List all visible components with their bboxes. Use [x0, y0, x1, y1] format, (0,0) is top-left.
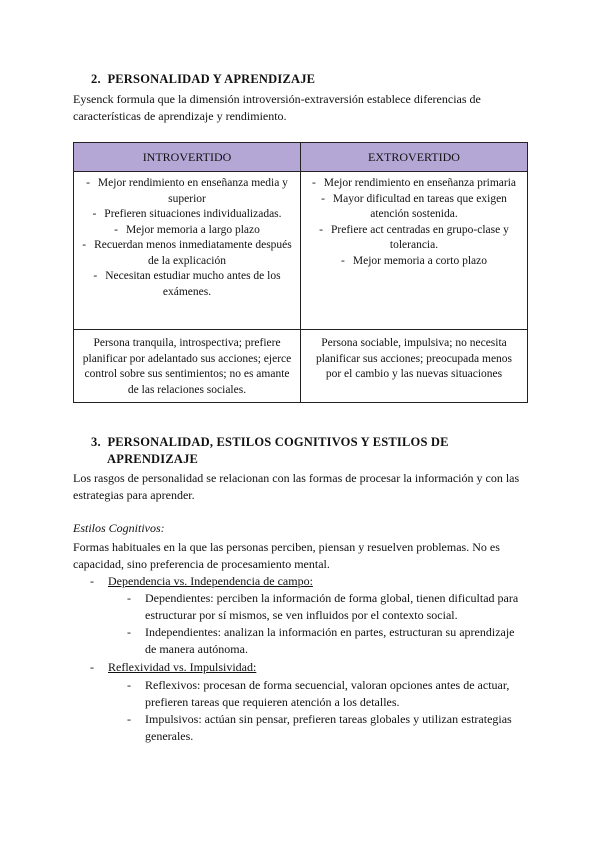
bullet: -: [311, 177, 316, 189]
bullet: -: [93, 270, 98, 282]
table-row-traits: [74, 172, 528, 330]
dimension-2-label: Reflexividad vs. Impulsividad:: [108, 660, 257, 674]
section-2-heading: [91, 72, 315, 87]
extrovertido-item: [307, 223, 521, 254]
bullet: -: [82, 239, 87, 251]
dimension-1: [90, 573, 313, 590]
dimension-1-item-dependientes: Dependientes: perciben la información de forma global, tienen dificultad para estructurar por sí mismos, se ven influidos por el contexto social.: [145, 591, 519, 622]
section-3-title-line1: PERSONALIDAD, ESTILOS COGNITIVOS Y ESTILOS DE: [107, 435, 449, 449]
dimension-2-item: [127, 711, 528, 745]
section-3-number: 3.: [91, 435, 101, 449]
section-3-intro: Los rasgos de personalidad se relacionan con las formas de procesar la información y con las estrategias para aprender.: [73, 471, 520, 502]
extrovertido-item: [307, 254, 521, 270]
table-header-row: [74, 143, 528, 172]
dimension-2-item: [127, 677, 528, 711]
extrovertido-item: [307, 192, 521, 223]
header-introvertido: INTROVERTIDO: [74, 143, 301, 172]
section-2-title: PERSONALIDAD Y APRENDIZAJE: [107, 72, 316, 86]
section-2-intro: Eysenck formula que la dimensión introversión-extraversión establece diferencias de características de aprendizaje y rendimiento.: [73, 92, 481, 123]
table-row-summary: [74, 330, 528, 403]
extrovertido-summary: Persona sociable, impulsiva; no necesita planificar sus acciones; preocupada menos por el cambio y las nuevas situaciones: [301, 330, 528, 403]
introvertido-item: [80, 238, 294, 269]
estilos-cognitivos-definition: Formas habituales en la que las personas perciben, piensan y resuelven problemas. No es capacidad, sino preferencia de procesamiento mental.: [73, 540, 500, 571]
dimension-2: [90, 659, 256, 676]
introvertido-summary: Persona tranquila, introspectiva; prefiere planificar por adelantado sus acciones; ejerce control sobre sus sentimientos; no es amante de las relaciones sociales.: [74, 330, 301, 403]
bullet: -: [341, 254, 345, 267]
bullet: -: [114, 223, 118, 236]
dimension-1-item: [127, 590, 528, 624]
dimension-2-bullet: -: [90, 660, 94, 674]
dimension-2-item-reflexivos: Reflexivos: procesan de forma secuencial, valoran opciones antes de actuar, prefieren tareas que requieren atención a los detalles.: [145, 678, 510, 709]
introvertido-item: [80, 223, 294, 239]
extrovertido-traits-cell: [301, 172, 528, 330]
introvertido-traits-list: [80, 176, 294, 300]
bullet: -: [127, 625, 131, 639]
extrovertido-item-text: Mayor dificultad en tareas que exigen atención sostenida.: [332, 192, 507, 220]
extrovertido-item-text: Mejor rendimiento en enseñanza primaria: [323, 177, 517, 189]
comparison-table: [73, 142, 528, 403]
section-3-title-line2: APRENDIZAJE: [107, 452, 199, 466]
introvertido-traits-cell: [74, 172, 301, 330]
dimension-1-bullet: -: [90, 574, 94, 588]
extrovertido-item-text: Prefiere act centradas en grupo-clase y tolerancia.: [331, 223, 509, 251]
section-2-number: 2.: [91, 72, 101, 86]
introvertido-item-text: Mejor rendimiento en enseñanza media y superior: [97, 177, 288, 205]
introvertido-item: [80, 176, 294, 207]
estilos-cognitivos-subheading: Estilos Cognitivos:: [73, 521, 165, 535]
bullet: -: [127, 678, 131, 692]
section-3-heading: [91, 434, 449, 468]
bullet: -: [86, 177, 90, 189]
introvertido-item-text: Recuerdan menos inmediatamente después de la explicación: [94, 239, 292, 267]
bullet: -: [92, 208, 97, 220]
introvertido-item: [80, 269, 294, 300]
bullet: -: [127, 591, 131, 605]
bullet: -: [127, 712, 131, 726]
header-extrovertido: EXTROVERTIDO: [301, 143, 528, 172]
bullet: -: [319, 223, 323, 236]
dimension-1-item: [127, 624, 528, 658]
extrovertido-item: [307, 176, 521, 192]
dimension-1-item-independientes: Independientes: analizan la información en partes, estructuran su aprendizaje de manera autónoma.: [145, 625, 515, 656]
introvertido-item-text: Mejor memoria a largo plazo: [125, 223, 260, 236]
dimension-1-label: Dependencia vs. Independencia de campo:: [108, 574, 313, 588]
bullet: -: [321, 192, 325, 205]
introvertido-item: [80, 207, 294, 223]
extrovertido-item-text: Mejor memoria a corto plazo: [352, 254, 487, 267]
introvertido-item-text: Necesitan estudiar mucho antes de los exámenes.: [105, 270, 281, 298]
extrovertido-traits-list: [307, 176, 521, 269]
dimension-2-item-impulsivos: Impulsivos: actúan sin pensar, prefieren tareas globales y utilizan estrategias generales.: [145, 712, 512, 743]
introvertido-item-text: Prefieren situaciones individualizadas.: [104, 208, 282, 220]
